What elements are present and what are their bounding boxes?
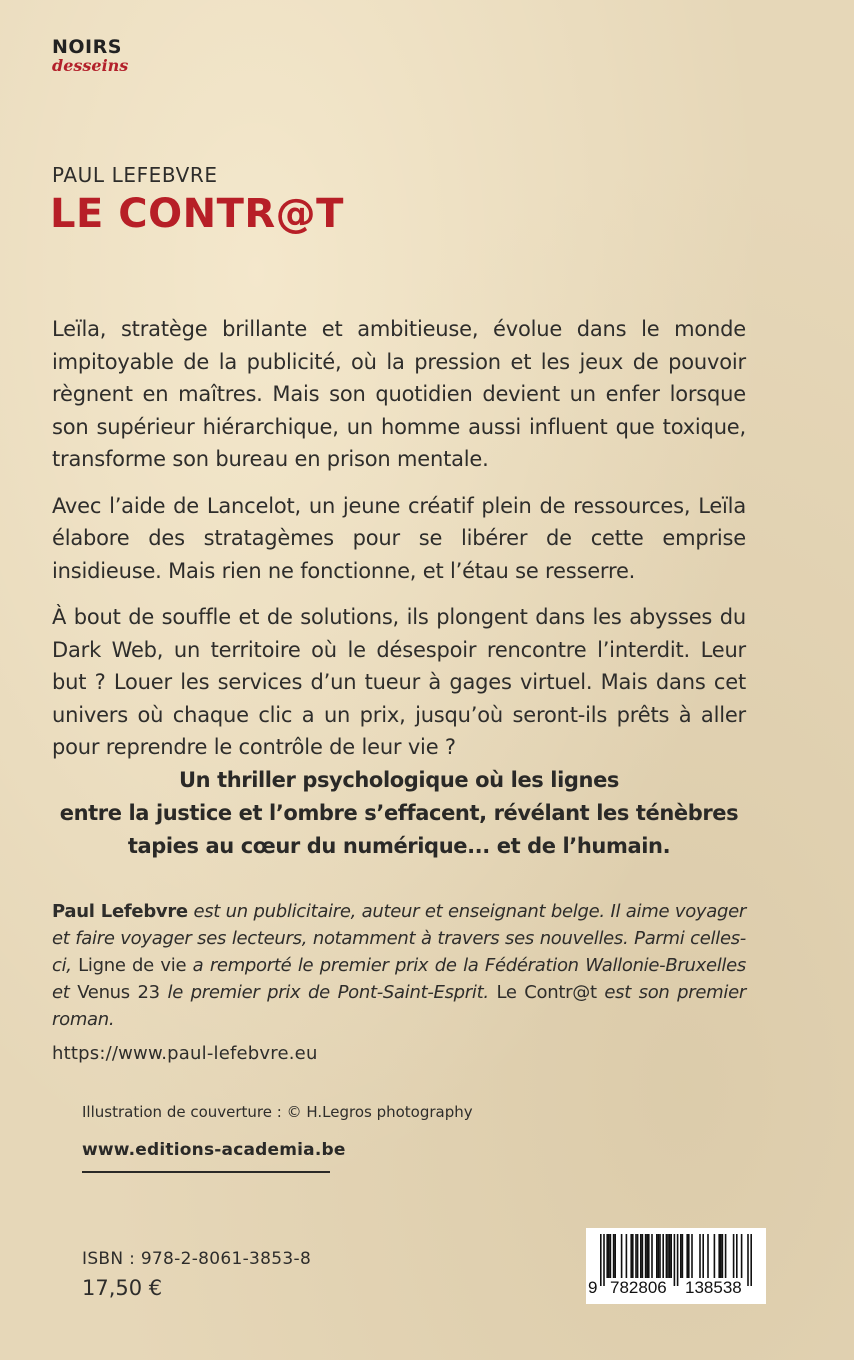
barcode-bar: [635, 1234, 637, 1278]
publisher-logo: [52, 38, 128, 74]
barcode-bar: [666, 1234, 668, 1278]
barcode-bar: [606, 1234, 608, 1278]
barcode-bar: [614, 1234, 616, 1278]
barcode-bar: [656, 1234, 658, 1278]
barcode-guard-bar: [747, 1234, 749, 1286]
logo-line-2: desseins: [52, 56, 129, 75]
barcode-bar: [642, 1234, 644, 1278]
barcode-guard-bar: [750, 1234, 752, 1286]
barcode-bar: [736, 1234, 738, 1278]
tagline: [52, 764, 746, 863]
publisher-underline: [82, 1171, 330, 1173]
barcode: [586, 1228, 766, 1304]
author-bio: [52, 898, 746, 1033]
barcode-bar: [646, 1234, 648, 1278]
barcode-bar: [630, 1234, 632, 1278]
barcode-bar: [722, 1234, 724, 1278]
barcode-bar: [648, 1234, 650, 1278]
barcode-right-group: 138538: [685, 1278, 742, 1297]
barcode-bar: [718, 1234, 720, 1278]
barcode-bar: [686, 1234, 688, 1278]
synopsis: [52, 313, 746, 778]
barcode-bar: [608, 1234, 610, 1278]
publisher-website[interactable]: www.editions-academia.be: [82, 1140, 346, 1160]
book-title: LE CONTR@T: [50, 191, 344, 237]
barcode-bar: [741, 1234, 743, 1278]
barcode-bar: [714, 1234, 716, 1278]
barcode-bar: [637, 1234, 639, 1278]
author-name: PAUL LEFEBVRE: [52, 163, 218, 187]
barcode-guard-bar: [677, 1234, 679, 1286]
synopsis-paragraph-3: À bout de souffle et de solutions, ils plongent dans les abysses du Dark Web, un territoire où le désespoir rencontre l’interdit. Leur but ? Louer les services d’un tueur à gages virtuel. Mais dans cet univers où chaque clic a un prix, jusqu’où seront-ils prêts à aller pour reprendre le contrôle de leur vie ?: [52, 605, 746, 759]
barcode-bar: [680, 1234, 682, 1278]
bio-text-3: le premier prix de Pont-Saint-Esprit.: [159, 982, 497, 1003]
barcode-guard-bar: [600, 1234, 602, 1286]
barcode-guard-bar: [674, 1234, 676, 1286]
barcode-bar: [725, 1234, 727, 1278]
tagline-line-3: tapies au cœur du numérique... et de l’humain.: [127, 834, 671, 858]
barcode-bar: [610, 1234, 612, 1278]
bio-author-name: Paul Lefebvre: [52, 901, 188, 922]
bio-work-3: Le Contr@t: [496, 982, 597, 1003]
barcode-bar: [651, 1234, 653, 1278]
barcode-bar: [632, 1234, 634, 1278]
isbn: ISBN : 978-2-8061-3853-8: [82, 1249, 312, 1269]
bio-work-1: Ligne de vie: [78, 955, 187, 976]
barcode-bar: [669, 1234, 671, 1278]
barcode-bar: [691, 1234, 693, 1278]
bio-text-2: a remporté le premier prix de la Fédération Wallonie-Bruxelles et: [52, 955, 746, 1003]
synopsis-paragraph-2: Avec l’aide de Lancelot, un jeune créatif plein de ressources, Leïla élabore des stratagèmes pour se libérer de cette emprise insidieuse. Mais rien ne fonctionne, et l’étau se resserre.: [52, 493, 746, 583]
tagline-line-2: entre la justice et l’ombre s’effacent, révélant les ténèbres: [59, 801, 739, 825]
barcode-bar: [688, 1234, 690, 1278]
barcode-bar: [640, 1234, 642, 1278]
barcode-bar: [645, 1234, 647, 1278]
barcode-first-digit: 9: [588, 1278, 598, 1297]
barcode-bar: [662, 1234, 664, 1278]
tagline-line-1: Un thriller psychologique où les lignes: [178, 768, 620, 792]
barcode-bar: [702, 1234, 704, 1278]
barcode-bar: [658, 1234, 660, 1278]
barcode-bar: [720, 1234, 722, 1278]
barcode-bar: [682, 1234, 684, 1278]
barcode-bar: [621, 1234, 623, 1278]
barcode-bar: [733, 1234, 735, 1278]
barcode-bar: [699, 1234, 701, 1278]
bio-work-2: Venus 23: [77, 982, 160, 1003]
barcode-bar: [626, 1234, 628, 1278]
barcode-left-group: 782806: [610, 1278, 667, 1297]
bio-text-1: est un publicitaire, auteur et enseignant belge. Il aime voyager et faire voyager ses lecteurs, notamment à travers ses nouvelles. Parmi celles-ci,: [52, 901, 746, 976]
barcode-bar: [707, 1234, 709, 1278]
barcode-bar: [670, 1234, 672, 1278]
bio-text-4: est son premier roman.: [52, 982, 746, 1030]
cover-credit: Illustration de couverture : © H.Legros photography: [82, 1103, 473, 1121]
barcode-bar: [659, 1234, 661, 1278]
barcode-bar: [613, 1234, 615, 1278]
barcode-guard-bar: [603, 1234, 605, 1286]
author-website[interactable]: https://www.paul-lefebvre.eu: [52, 1043, 318, 1064]
price: 17,50 €: [82, 1276, 163, 1300]
synopsis-paragraph-1: Leïla, stratège brillante et ambitieuse, évolue dans le monde impitoyable de la publicité, où la pression et les jeux de pouvoir règnent en maîtres. Mais son quotidien devient un enfer lorsque son supérieur hiérarchique, un homme aussi influent que toxique, transforme son bureau en prison mentale.: [52, 317, 746, 471]
logo-line-1: NOIRS: [52, 36, 122, 58]
barcode-bar: [667, 1234, 669, 1278]
